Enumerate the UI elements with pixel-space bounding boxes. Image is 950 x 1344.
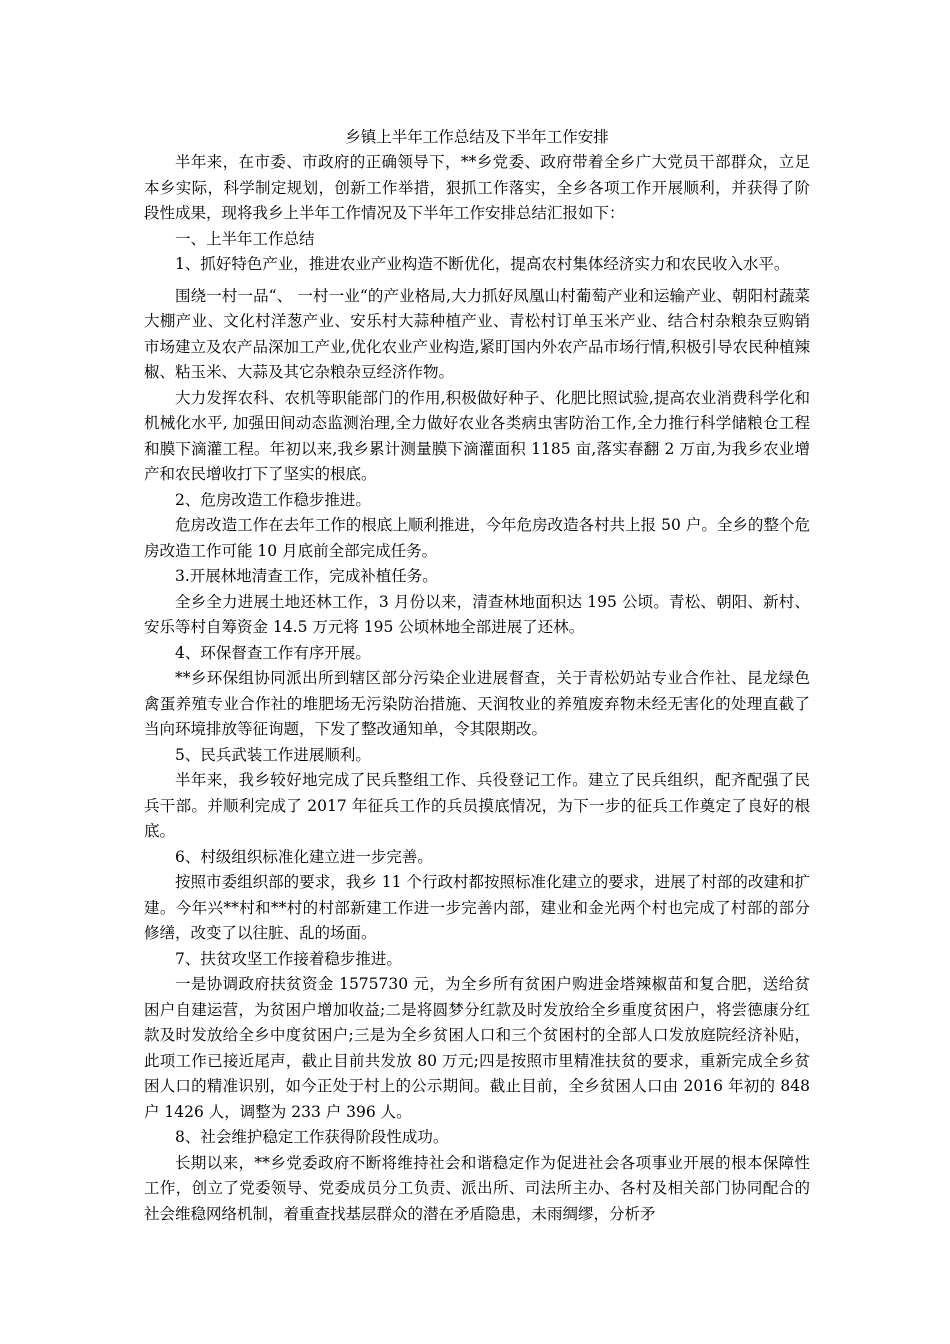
paragraph-stability: 长期以来，**乡党委政府不断将维持社会和谐稳定作为促进社会各项事业开展的根本保障性工作，创立了党委领导、党委成员分工负责、派出所、司法所主办、各村及相关部门协同配合的社会维稳网络机制，着重查找基层群众的潜在矛盾隐患，未雨绸缪，分析矛 [144, 1153, 810, 1223]
paragraph-forest: 全乡全力进展土地还林工作，3 月份以来，清查林地面积达 195 公顷。青松、朝阳、新村、安乐等村自筹资金 14.5 万元将 195 公顷林地全部进展了还林。 [144, 592, 810, 636]
document-page [144, 124, 810, 1227]
paragraph-militia: 半年来，我乡较好地完成了民兵整组工作、兵役登记工作。建立了民兵组织，配齐配强了民兵干部。并顺利完成了 2017 年征兵工作的兵员摸底情况，为下一步的征兵工作奠定了良好的根底。 [144, 771, 810, 840]
item-heading-2: 2、危房改造工作稳步推进。 [175, 490, 371, 509]
paragraph-environment: **乡环保组协同派出所到辖区部分污染企业进展督查，关于青松奶站专业合作社、昆龙绿色禽蛋养殖专业合作社的堆肥场无污染防治措施、天润牧业的养殖废弃物未经无害化的处理直截了当向环境排放等征询题，下发了整改通知单，令其限期改。 [144, 669, 810, 738]
item-heading-1: 1、抓好特色产业，推进农业产业构造不断优化，提高农村集体经济实力和农民收入水平。 [175, 255, 790, 273]
item-heading-7: 7、扶贫攻坚工作接着稳步推进。 [175, 949, 402, 968]
item-heading-8: 8、社会维护稳定工作获得阶段性成功。 [175, 1128, 449, 1146]
item-heading-6: 6、村级组织标准化建立进一步完善。 [175, 847, 433, 866]
section-heading-summary: 一、上半年工作总结 [175, 229, 315, 248]
paragraph-housing: 危房改造工作在去年工作的根底上顺利推进，今年危房改造各村共上报 50 户。全乡的整个危房改造工作可能 10 月底前全部完成任务。 [144, 516, 810, 560]
paragraph-intro: 半年来，在市委、市政府的正确领导下，**乡党委、政府带着全乡广大党员干部群众，立足本乡实际，科学制定规划，创新工作举措，狠抓工作落实，全乡各项工作开展顺利，并获得了阶段性成果，现将我乡上半年工作情况及下半年工作安排总结汇报如下： [144, 153, 810, 222]
item-heading-3: 3.开展林地清查工作，完成补植任务。 [175, 567, 438, 585]
paragraph-village-org: 按照市委组织部的要求，我乡 11 个行政村都按照标准化建立的要求，进展了村部的改建和扩建。今年兴**村和**村的村部新建工作进一步完善内部，建业和金光两个村也完成了村部的部分修缮，改变了以往脏、乱的场面。 [144, 873, 810, 942]
item-heading-4: 4、环保督查工作有序开展。 [175, 643, 371, 662]
document-title: 乡镇上半年工作总结及下半年工作安排 [345, 128, 609, 146]
document-body [144, 150, 810, 1227]
paragraph-agri-tech: 大力发挥农科、农机等职能部门的作用,积极做好种子、化肥比照试验,提高农业消费科学化和机械化水平, 加强田间动态监测治理,全力做好农业各类病虫害防治工作,全力推行科学储粮仓工程和膜下滴灌工程。年初以来,我乡累计测量膜下滴灌面积 1185 亩,落实春翻 2 万亩,为我乡农业增产和农民增收打下了坚实的根底。 [144, 388, 810, 483]
paragraph-poverty: 一是协调政府扶贫资金 1575730 元，为全乡所有贫困户购进金塔辣椒苗和复合肥，送给贫困户自建运营，为贫困户增加收益;二是将圆梦分红款及时发放给全乡重度贫困户，将尝德康分红款及时发放给全乡中度贫困户;三是为全乡贫困人口和三个贫困村的全部人口发放庭院经济补贴，此项工作已接近尾声，截止目前共发放 80 万元;四是按照市里精准扶贫的要求，重新完成全乡贫困人口的精准识别，如今正处于村上的公示期间。截止目前，全乡贫困人口由 2016 年初的 848 户 1426 人，调整为 233 户 396 人。 [144, 975, 810, 1121]
paragraph-industry-layout: 围绕一村一品“、 一村一业“的产业格局,大力抓好凤凰山村葡萄产业和运输产业、朝阳村蔬菜大棚产业、文化村洋葱产业、安乐村大蒜种植产业、青松村订单玉米产业、结合村杂粮杂豆购销市场建立及农产品深加工产业,优化农业产业构造,紧盯国内外农产品市场行情,积极引导农民种植辣椒、粘玉米、大蒜及其它杂粮杂豆经济作物。 [144, 286, 810, 381]
item-heading-5: 5、民兵武装工作进展顺利。 [175, 745, 371, 764]
